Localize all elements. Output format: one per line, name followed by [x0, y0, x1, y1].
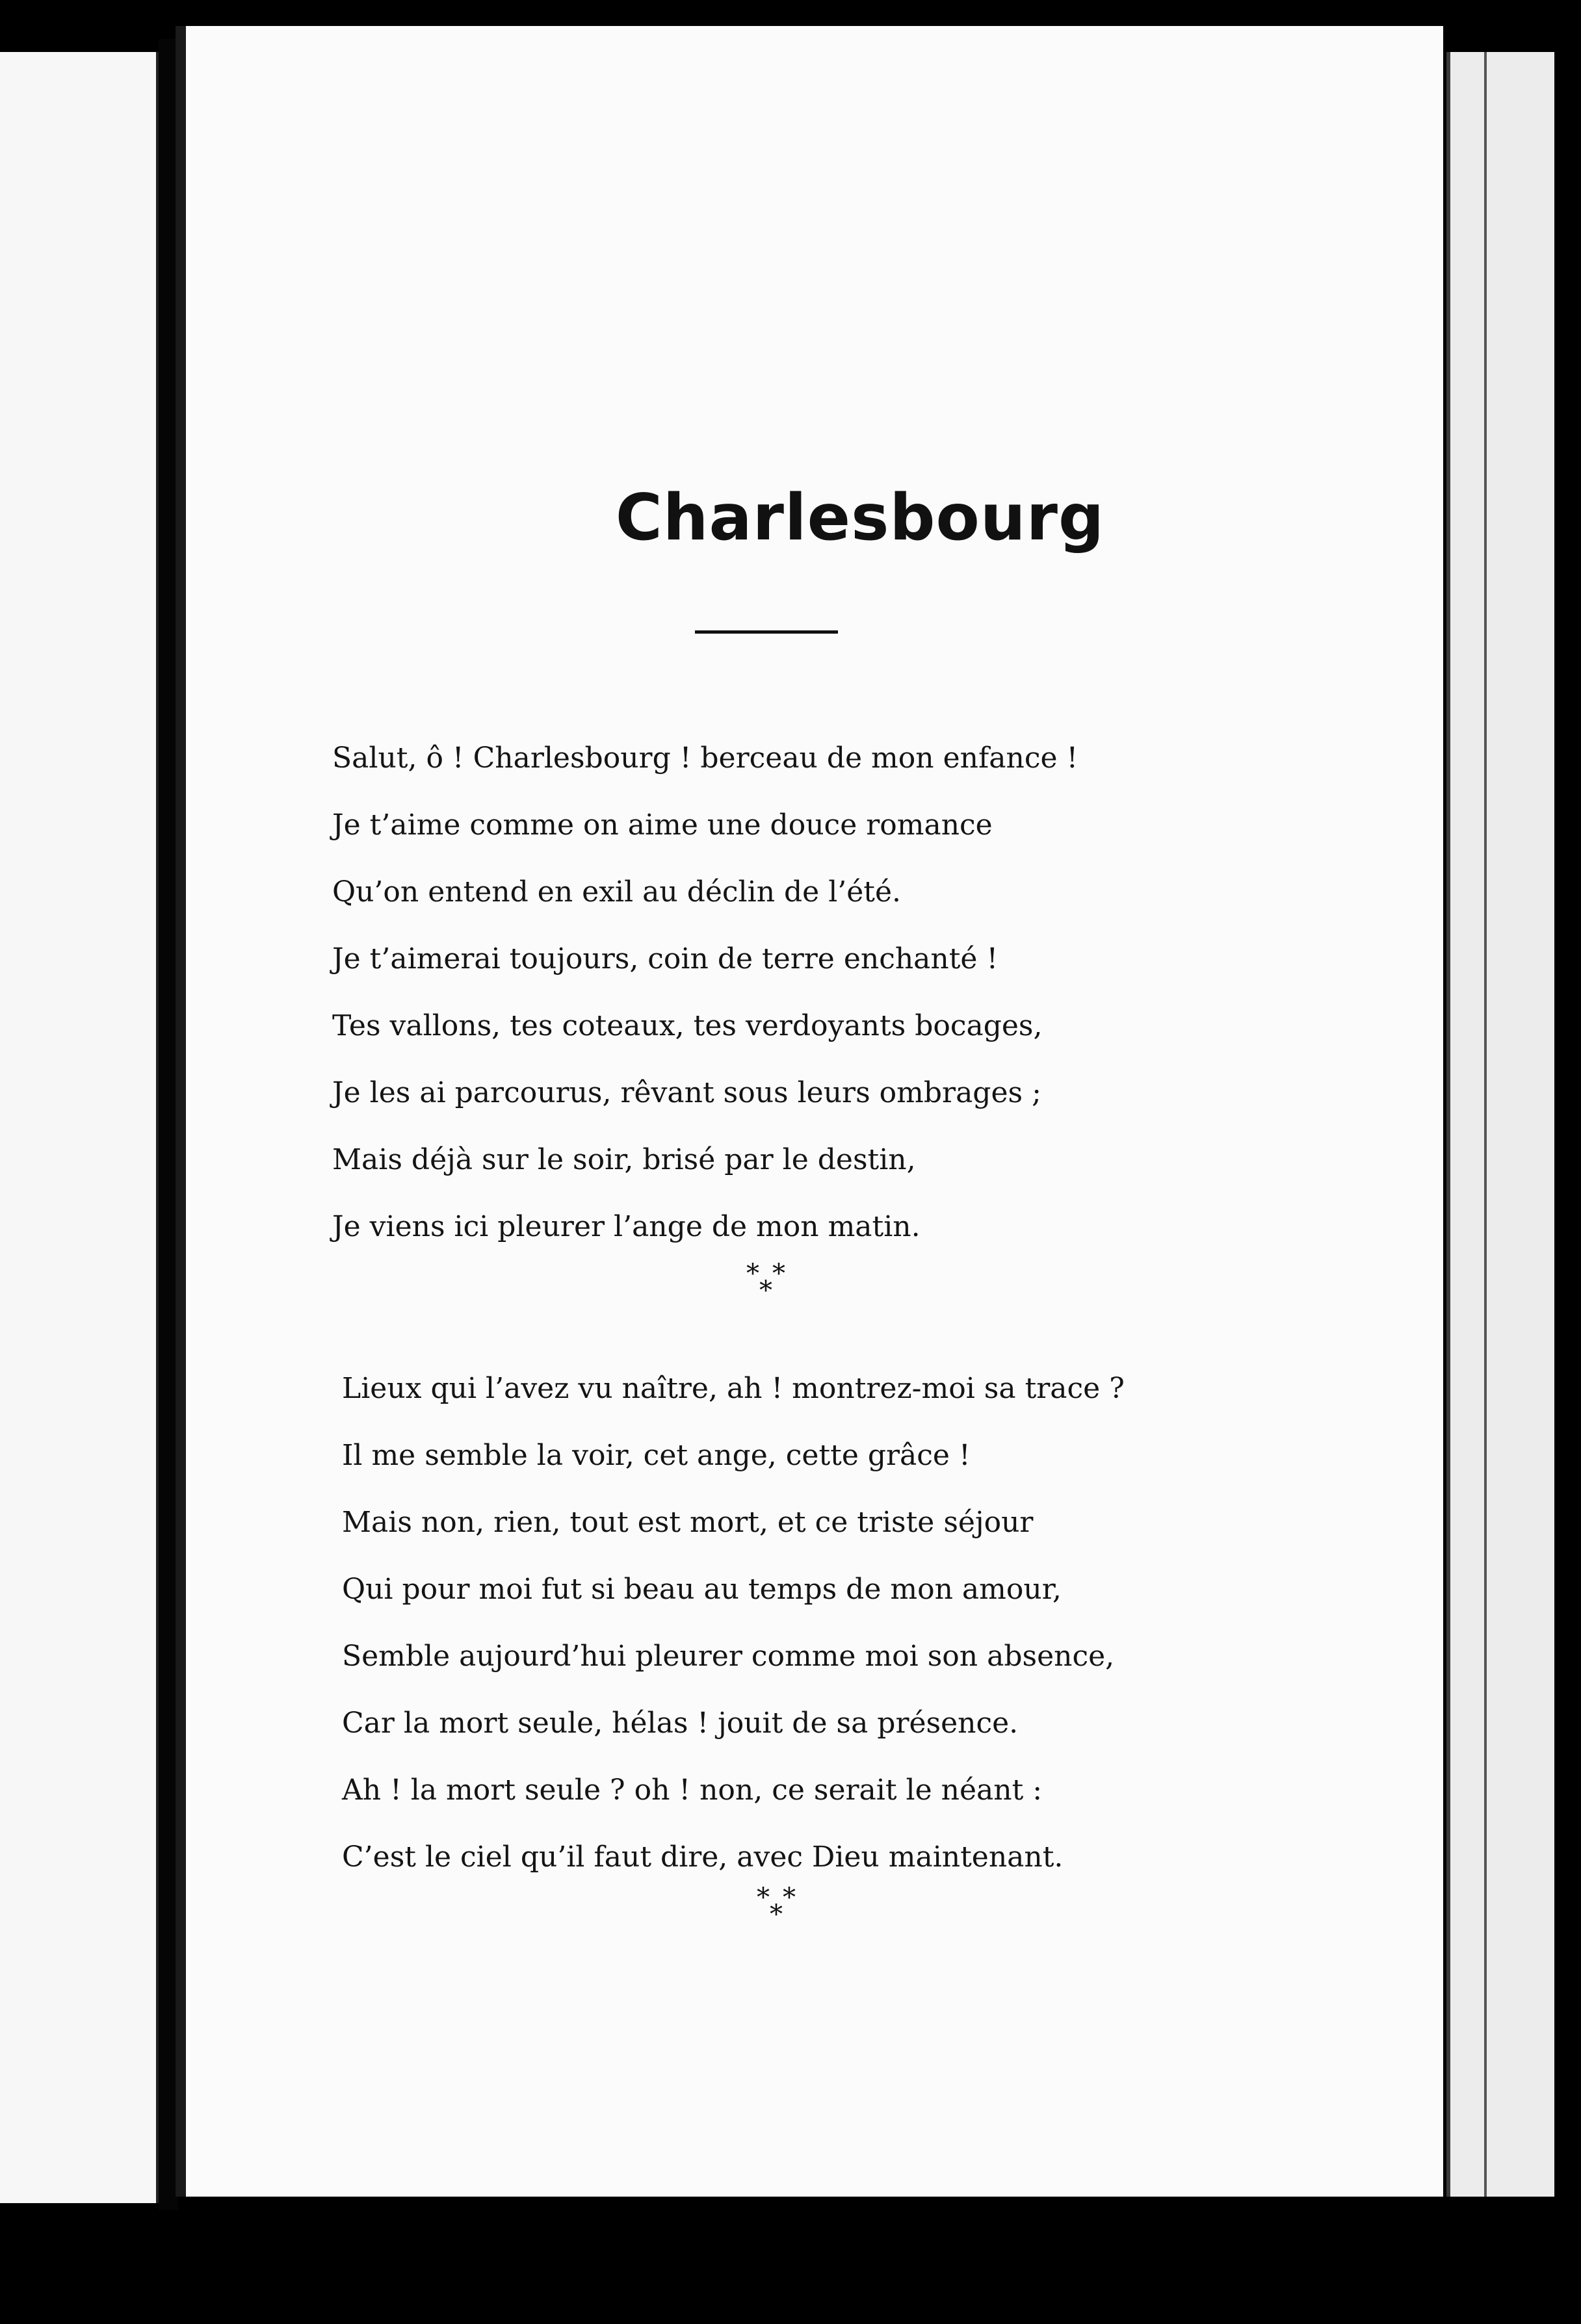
verse-line: C’est le ciel qu’il faut dire, avec Dieu maintenant. [342, 1840, 1064, 1874]
verse-line: Qui pour moi fut si beau au temps de mon amour, [342, 1573, 1062, 1606]
title-rule [695, 630, 838, 634]
stanza-1 [332, 725, 1078, 1260]
verse-line: Car la mort seule, hélas ! jouit de sa présence. [342, 1707, 1019, 1740]
verse-line: Mais déjà sur le soir, brisé par le destin, [332, 1143, 916, 1176]
verse-line: Lieux qui l’avez vu naître, ah ! montrez-moi sa trace ? [342, 1372, 1125, 1405]
asterisk: * [772, 1259, 785, 1289]
asterisk: * [757, 1883, 770, 1913]
verse-line: Qu’on entend en exil au déclin de l’été. [332, 875, 902, 909]
verse-line: Mais non, rien, tout est mort, et ce triste séjour [342, 1506, 1034, 1539]
stanza-2 [342, 1355, 1125, 1891]
asterisk: * [770, 1900, 783, 1930]
verse-line: Je t’aimerai toujours, coin de terre enchanté ! [332, 942, 999, 975]
facing-page-edge [0, 52, 159, 2203]
verse-line: Ah ! la mort seule ? oh ! non, ce serait le néant : [342, 1774, 1043, 1807]
verse-line: Il me semble la voir, cet ange, cette grâce ! [342, 1439, 971, 1472]
asterisk: * [759, 1276, 772, 1306]
verse-line: Je les ai parcourus, rêvant sous leurs ombrages ; [332, 1076, 1041, 1109]
verse-line: Semble aujourd’hui pleurer comme moi son absence, [342, 1640, 1115, 1673]
asterism-divider [757, 1885, 809, 1937]
verse-line: Tes vallons, tes coteaux, tes verdoyants bocages, [332, 1009, 1043, 1042]
page-stack-edge [1446, 52, 1554, 2197]
verse-line: Je t’aime comme on aime une douce romance [332, 808, 993, 842]
asterisk: * [783, 1883, 796, 1913]
book-page [176, 26, 1443, 2197]
verse-line: Salut, ô ! Charlesbourg ! berceau de mon enfance ! [332, 742, 1078, 775]
asterism-divider [746, 1261, 798, 1313]
poem-title: Charlesbourg [615, 481, 1105, 555]
verse-line: Je viens ici pleurer l’ange de mon matin. [332, 1210, 921, 1243]
asterisk: * [746, 1259, 759, 1289]
